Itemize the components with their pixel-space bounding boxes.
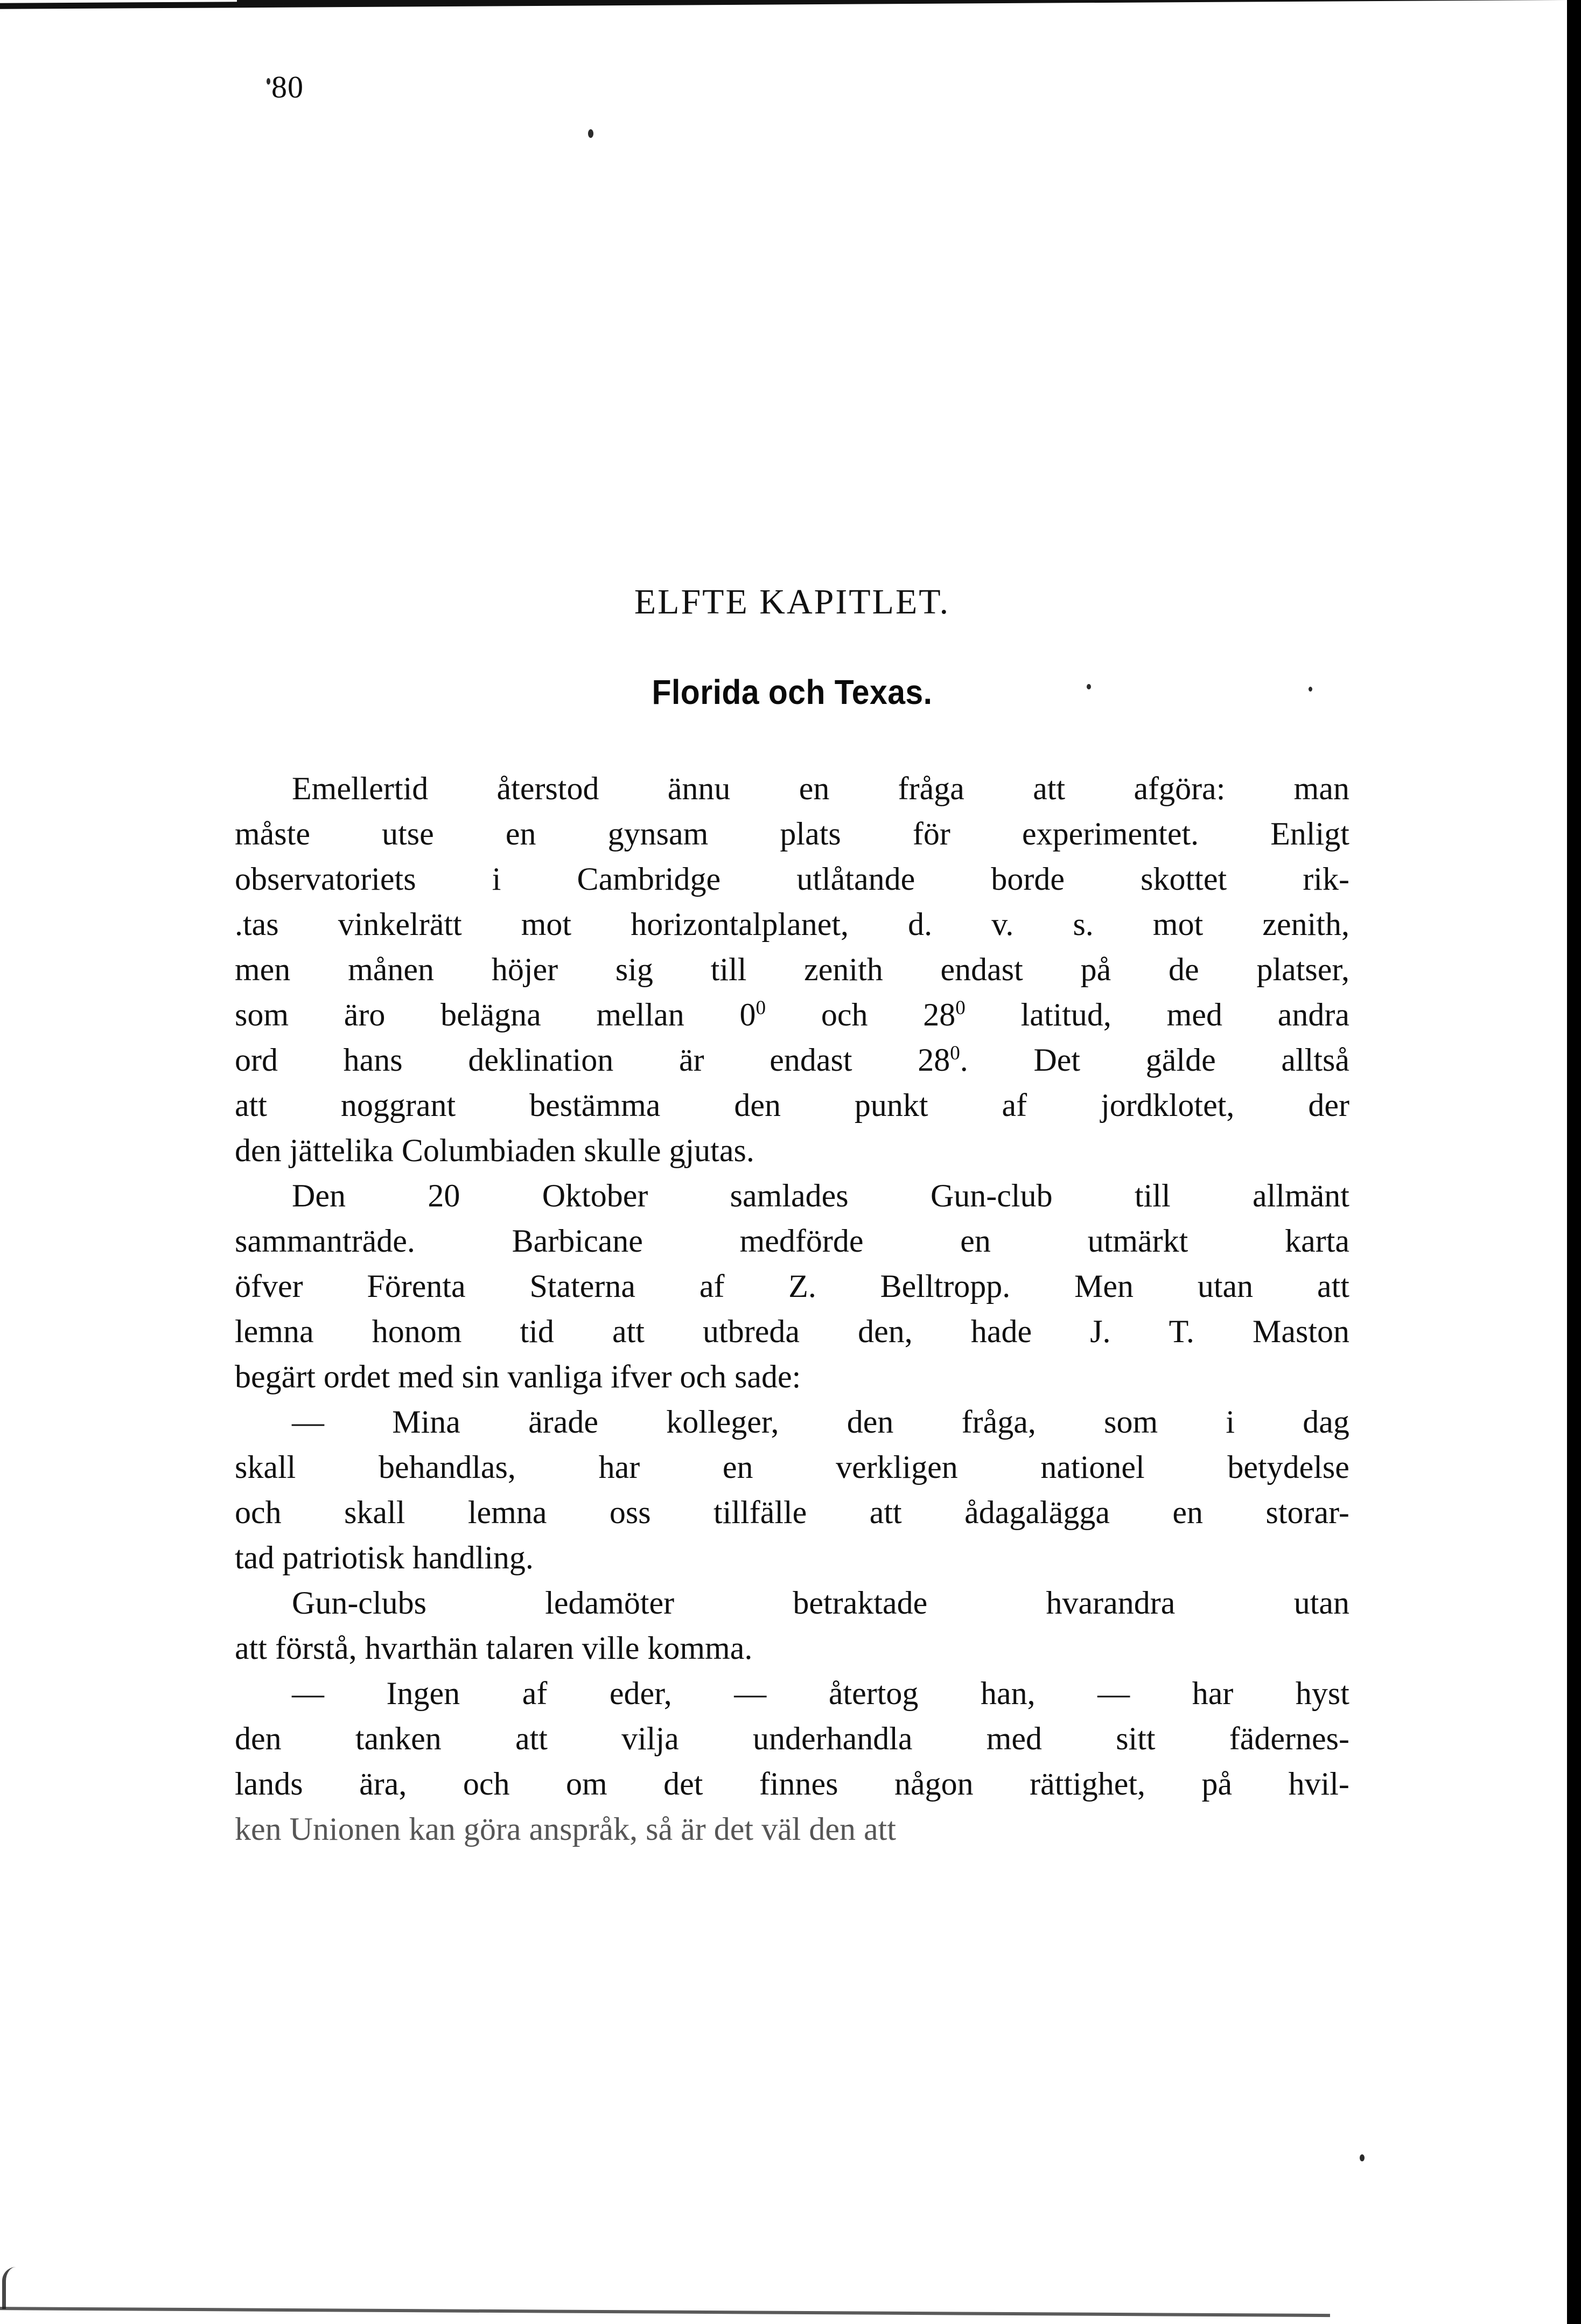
- text-line: observatoriets i Cambridge utlåtande borde skottet rik-: [235, 861, 1349, 897]
- text-line: och skall lemna oss tillfälle att ådagalägga en storar-: [235, 1495, 1349, 1530]
- text-line: lemna honom tid att utbreda den, hade J. T. Maston: [235, 1314, 1349, 1349]
- text-line: måste utse en gynsam plats för experimentet. Enligt: [235, 816, 1349, 852]
- scan-speck: [267, 78, 270, 85]
- text-block: [235, 582, 1349, 1852]
- text-line: Gun-clubs ledamöter betraktade hvarandra utan: [292, 1585, 1349, 1621]
- scan-edge-bottom-curl: [2, 2267, 22, 2309]
- text-line: Den 20 Oktober samlades Gun-club till allmänt: [292, 1178, 1349, 1213]
- text-line: tad patriotisk handling.: [235, 1540, 534, 1575]
- text-line: sammanträde. Barbicane medförde en utmärkt karta: [235, 1223, 1349, 1259]
- paragraph: [235, 766, 1349, 1173]
- paragraph: [235, 1580, 1349, 1671]
- text-line: men månen höjer sig till zenith endast på de platser,: [235, 952, 1349, 987]
- scan-speck: [1360, 2154, 1365, 2161]
- text-line: — Ingen af eder, — återtog han, — har hyst: [292, 1676, 1349, 1711]
- paragraph: [235, 1399, 1349, 1580]
- scan-speck: [588, 129, 593, 138]
- text-line: — Mina ärade kolleger, den fråga, som i dag: [292, 1404, 1349, 1440]
- text-line: att noggrant bestämma den punkt af jordklotet, der: [235, 1087, 1349, 1123]
- text-line: den tanken att vilja underhandla med sitt fädernes-: [235, 1721, 1349, 1756]
- text-line: lands ära, och om det finnes någon rättighet, på hvil-: [235, 1766, 1349, 1802]
- scan-edge-top: [0, 0, 1581, 9]
- text-line: .tas vinkelrätt mot horizontalplanet, d. v. s. mot zenith,: [235, 906, 1349, 942]
- scan-edge-right: [1567, 0, 1581, 2324]
- body-text: [235, 766, 1349, 1852]
- text-line: den jättelika Columbiaden skulle gjutas.: [235, 1133, 754, 1168]
- text-line: ord hans deklination är endast $28^0$. Det gälde alltså: [235, 1042, 1349, 1078]
- text-line: att förstå, hvarthän talaren ville komma.: [235, 1630, 753, 1666]
- scan-edge-bottom: [0, 2307, 1330, 2317]
- text-line: ken Unionen kan göra anspråk, så är det väl den att: [235, 1811, 896, 1847]
- text-line: skall behandlas, har en verkligen nationel betydelse: [235, 1449, 1349, 1485]
- text-line: som äro belägna mellan $0^0$ och $28^0$ latitud, med andra: [235, 997, 1349, 1032]
- chapter-title: Florida och Texas.: [652, 673, 933, 711]
- text-line: begärt ordet med sin vanliga ifver och sade:: [235, 1359, 801, 1394]
- paragraph: [235, 1671, 1349, 1852]
- text-line: öfver Förenta Staterna af Z. Belltropp. Men utan att: [235, 1268, 1349, 1304]
- text-line: Emellertid återstod ännu en fråga att afgöra: man: [292, 771, 1349, 806]
- page-number: 80: [271, 69, 304, 104]
- paragraph: [235, 1173, 1349, 1399]
- chapter-number: ELFTE KAPITLET.: [634, 582, 950, 622]
